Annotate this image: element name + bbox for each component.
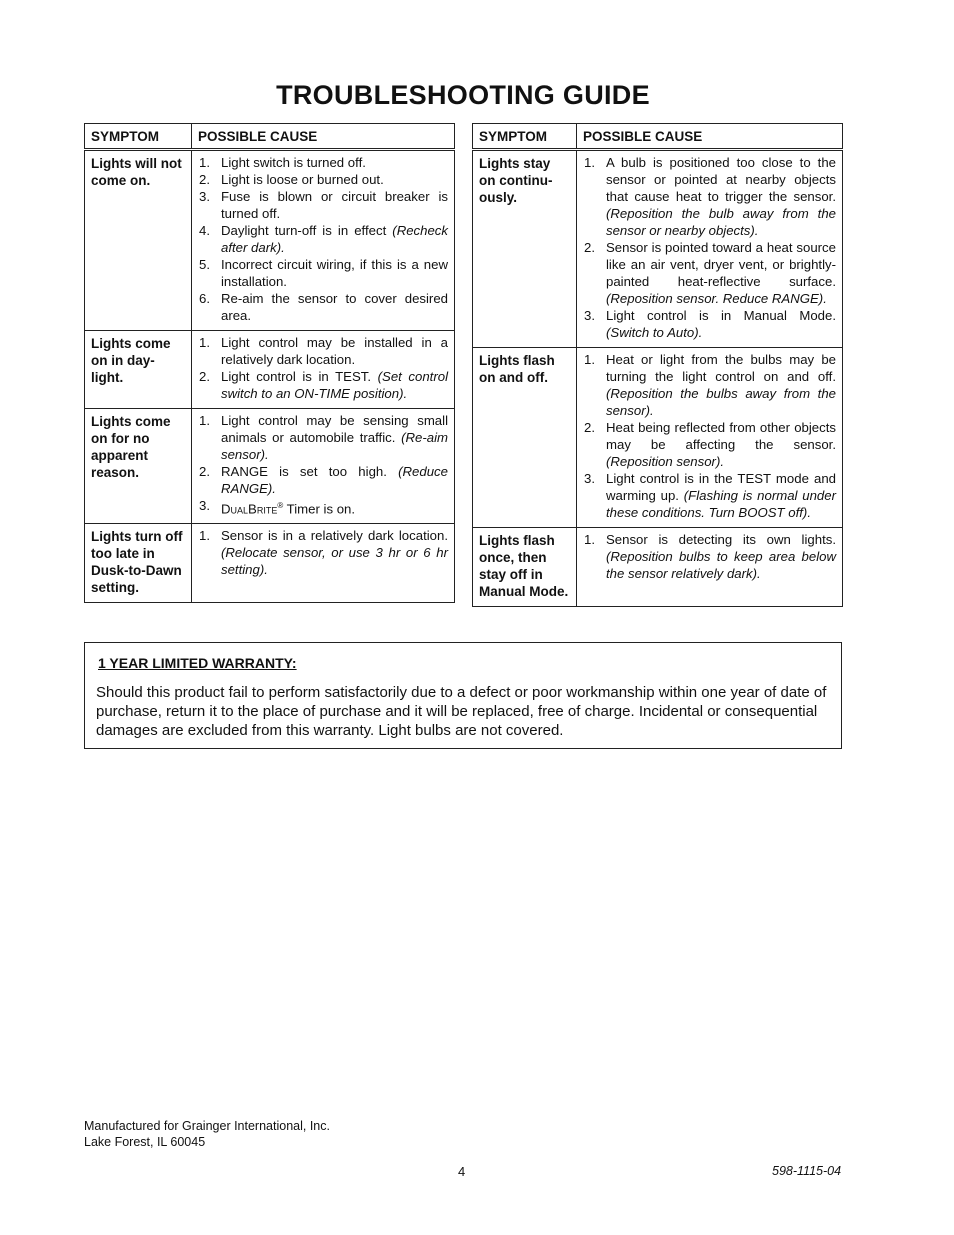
cause-number: 1.: [584, 155, 595, 170]
cause-description: Daylight turn-off is in effect: [221, 223, 393, 238]
cause-number: 2.: [584, 420, 595, 435]
cause-remedy: (Reposition sensor).: [606, 454, 725, 469]
cause-description: Heat being reflected from other objects may be affecting the sensor.: [606, 420, 836, 452]
symptom-cell: Lights stay on continu-ously.: [473, 150, 577, 348]
brand-name: DualBrite: [221, 501, 278, 517]
cause-cell: [577, 348, 843, 528]
cause-remedy: (Switch to Auto).: [606, 325, 703, 340]
cause-text: [606, 154, 836, 239]
cause-number: 1.: [199, 413, 210, 428]
cause-item: [582, 239, 836, 307]
cause-number: 2.: [199, 369, 210, 384]
cause-remedy: (Flashing is normal under these conditions. Turn BOOST off).: [606, 488, 836, 520]
cause-description: Light control may be installed in a relatively dark location.: [221, 335, 448, 367]
cause-item: [582, 351, 836, 419]
cause-description: Light control is in TEST.: [221, 369, 378, 384]
cause-description: RANGE is set too high.: [221, 464, 399, 479]
cause-number: 4.: [199, 223, 210, 238]
cause-item: [197, 334, 448, 368]
manufacturer-line: Manufactured for Grainger International, Inc.: [84, 1119, 330, 1133]
table-row: [85, 331, 455, 409]
cause-number: 2.: [199, 172, 210, 187]
cause-number: 3.: [199, 189, 210, 204]
cause-list: [197, 412, 448, 517]
cause-item: [197, 154, 448, 171]
cause-item: [582, 154, 836, 239]
cause-remedy: (Set control switch to an ON-TIME position).: [221, 369, 449, 401]
cause-text: [221, 368, 448, 402]
cause-item: [197, 497, 448, 517]
cause-number: 5.: [199, 257, 210, 272]
cause-description: Light is loose or burned out.: [221, 172, 384, 187]
cause-description: A bulb is positioned too close to the sensor or pointed at nearby objects that cause heat to trigger the sensor.: [606, 155, 836, 204]
cause-remedy: (Reposition sensor. Reduce RANGE).: [606, 291, 827, 306]
manufacturer-address: Lake Forest, IL 60045: [84, 1135, 206, 1149]
table-row: [473, 528, 843, 607]
header-symptom: SYMPTOM: [473, 124, 577, 150]
cause-description: Incorrect circuit wiring, if this is a new installation.: [221, 257, 448, 289]
cause-list: [582, 531, 836, 582]
table-row: [473, 348, 843, 528]
cause-number: 2.: [199, 464, 210, 479]
page-title: TROUBLESHOOTING GUIDE: [276, 80, 650, 110]
cause-number: 3.: [584, 471, 595, 486]
cause-text: [221, 290, 448, 324]
cause-list: [582, 351, 836, 521]
cause-list: [582, 154, 836, 341]
cause-text: [221, 412, 448, 463]
manufacturer-info: [84, 1118, 330, 1150]
cause-number: 1.: [199, 155, 210, 170]
cause-cell: [577, 150, 843, 348]
cause-item: [197, 222, 448, 256]
symptom-cell: Lights flash once, then stay off in Manual Mode.: [473, 528, 577, 607]
troubleshooting-table-right: [472, 123, 843, 607]
header-symptom: SYMPTOM: [85, 124, 192, 150]
cause-number: 6.: [199, 291, 210, 306]
cause-text: [221, 527, 448, 578]
cause-description: Light control is in Manual Mode.: [606, 308, 836, 323]
table-row: [85, 409, 455, 524]
cause-cell: [192, 150, 455, 331]
cause-item: [197, 256, 448, 290]
troubleshooting-table-left: [84, 123, 455, 603]
cause-number: 1.: [199, 335, 210, 350]
cause-remedy: (Relocate sensor, or use 3 hr or 6 hr setting).: [221, 545, 448, 578]
symptom-cell: Lights come on for no apparent reason.: [85, 409, 192, 524]
cause-description: Heat or light from the bulbs may be turning the light control on and off.: [606, 352, 836, 384]
cause-list: [197, 154, 448, 324]
symptom-cell: Lights flash on and off.: [473, 348, 577, 528]
cause-number: 1.: [199, 528, 210, 544]
cause-description: Re-aim the sensor to cover desired area.: [221, 291, 448, 323]
cause-text: [606, 470, 836, 521]
registered-mark: ®: [277, 501, 284, 510]
header-possible-cause: POSSIBLE CAUSE: [577, 124, 843, 150]
cause-description: Sensor is in a relatively dark location.: [221, 528, 448, 544]
table-row: [473, 150, 843, 348]
cause-text: [221, 188, 448, 222]
cause-text: [606, 419, 836, 470]
cause-item: [197, 368, 448, 402]
cause-text: [221, 463, 448, 497]
cause-remedy: (Reduce RANGE).: [221, 464, 448, 496]
table-row: [85, 150, 455, 331]
cause-description: Light control may be sensing small animals or automobile traffic.: [221, 413, 448, 445]
cause-text: [221, 222, 448, 256]
cause-item: [197, 527, 448, 578]
warranty-box: [84, 642, 842, 749]
right-table-body: [473, 150, 843, 607]
cause-item: [197, 171, 448, 188]
cause-item: [582, 470, 836, 521]
cause-remedy: (Reposition bulbs to keep area below the sensor relatively dark).: [606, 549, 836, 581]
cause-number: 3.: [584, 308, 595, 323]
cause-item: [197, 188, 448, 222]
cause-number: 3.: [199, 498, 210, 513]
cause-description: Fuse is blown or circuit breaker is turned off.: [221, 189, 448, 221]
cause-number: 1.: [584, 532, 595, 547]
cause-text: [606, 239, 836, 307]
warranty-title: 1 YEAR LIMITED WARRANTY:: [98, 655, 297, 671]
cause-description: Timer is on.: [283, 501, 356, 517]
cause-text: [606, 307, 836, 341]
cause-description: Light switch is turned off.: [221, 155, 366, 170]
table-row: [85, 524, 455, 603]
cause-text: [221, 497, 448, 517]
header-possible-cause: POSSIBLE CAUSE: [192, 124, 455, 150]
cause-list: [197, 527, 448, 578]
cause-number: 2.: [584, 240, 595, 255]
cause-remedy: (Reposition the bulbs away from the sensor).: [606, 386, 836, 418]
cause-text: [221, 171, 448, 188]
cause-remedy: (Re-aim sensor).: [221, 430, 448, 462]
cause-text: [221, 154, 448, 171]
cause-description: Sensor is pointed toward a heat source like an air vent, dryer vent, or brightly-painted heat-reflective surface.: [606, 240, 836, 289]
cause-number: 1.: [584, 352, 595, 367]
cause-description: Sensor is detecting its own lights.: [606, 532, 836, 547]
cause-remedy: (Recheck after dark).: [221, 223, 448, 255]
cause-item: [197, 412, 448, 463]
symptom-cell: Lights will not come on.: [85, 150, 192, 331]
cause-text: [606, 351, 836, 419]
cause-item: [197, 463, 448, 497]
warranty-body: Should this product fail to perform satisfactorily due to a defect or poor workmanship within one year of date of purchase, return it to the place of purchase and it will be replaced, free of charge. Incidental or consequential damages are excluded from this warranty. Light bulbs are not covered.: [96, 684, 827, 739]
page-number: 4: [458, 1164, 466, 1179]
cause-cell: [577, 528, 843, 607]
cause-item: [197, 290, 448, 324]
cause-item: [582, 531, 836, 582]
left-table-body: [85, 150, 455, 603]
document-number: 598-1115-04: [772, 1164, 842, 1178]
cause-text: [221, 334, 448, 368]
cause-cell: [192, 409, 455, 524]
cause-cell: [192, 331, 455, 409]
cause-cell: [192, 524, 455, 603]
cause-text: [221, 256, 448, 290]
cause-remedy: (Reposition the bulb away from the sensor or nearby objects).: [606, 206, 836, 238]
cause-item: [582, 419, 836, 470]
cause-item: [582, 307, 836, 341]
cause-list: [197, 334, 448, 402]
cause-text: [606, 531, 836, 582]
symptom-cell: Lights turn off too late in Dusk-to-Dawn setting.: [85, 524, 192, 603]
symptom-cell: Lights come on in day-light.: [85, 331, 192, 409]
cause-description: Light control is in the TEST mode and warming up.: [606, 471, 836, 503]
